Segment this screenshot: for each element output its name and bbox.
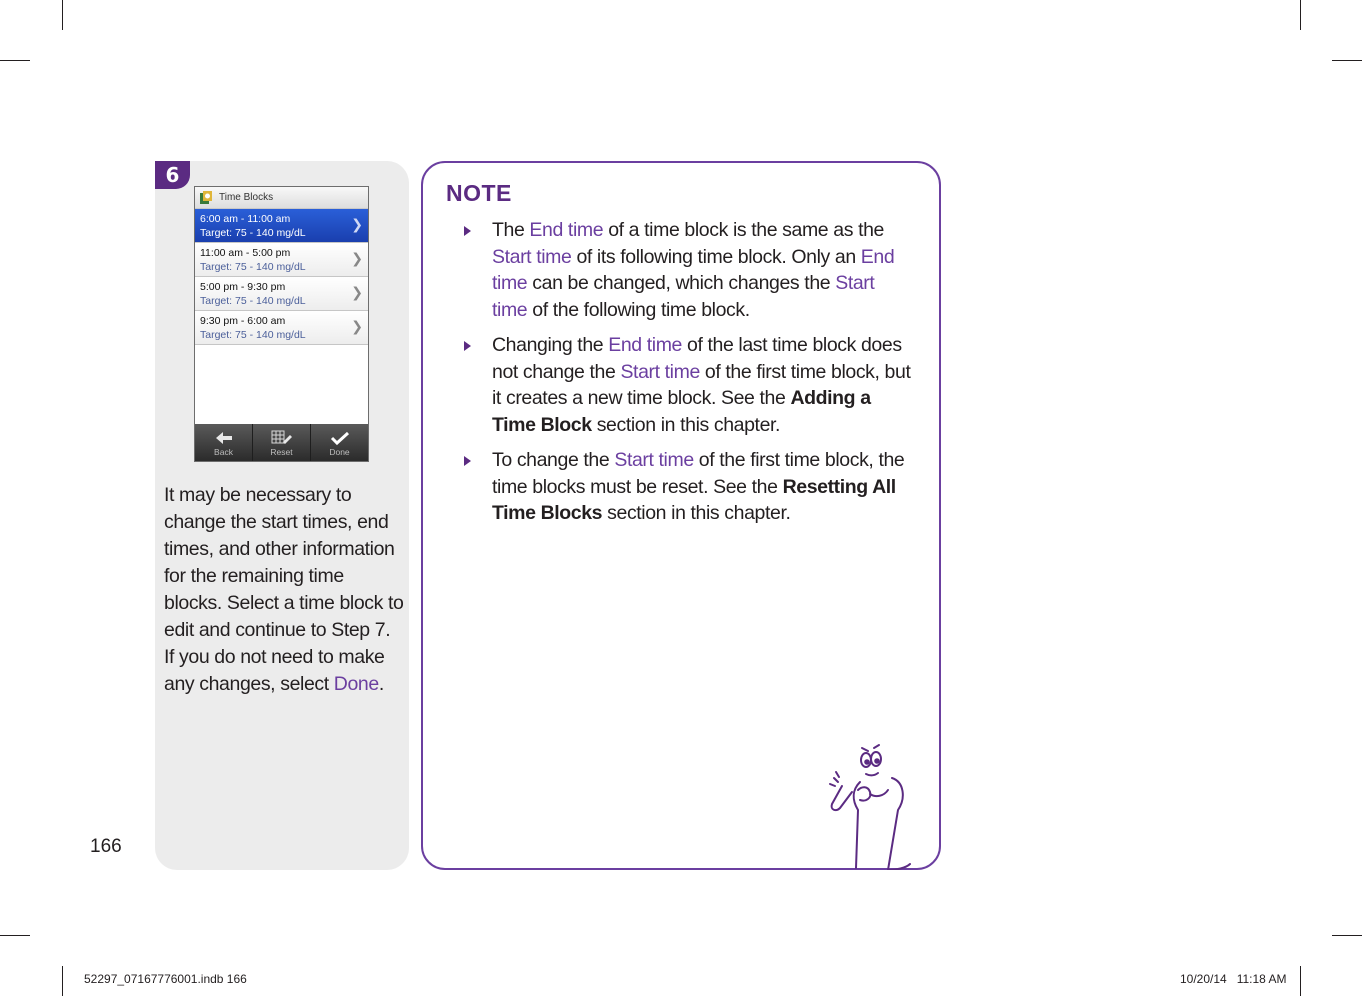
note-text: The (492, 219, 530, 241)
note-text: of the last time block does not change the (492, 334, 902, 383)
triangle-bullet-icon (464, 456, 471, 466)
time-block-range: 11:00 am - 5:00 pm (200, 247, 291, 259)
note-term: End time (529, 219, 604, 241)
crop-mark (1332, 60, 1362, 61)
page-number: 166 (90, 836, 122, 857)
note-item (462, 217, 912, 323)
chevron-right-icon: ❯ (351, 319, 363, 335)
time-blocks-icon (199, 191, 213, 205)
note-term: End time (492, 245, 895, 294)
note-text: can be changed, which changes the (527, 272, 836, 294)
step-instruction-text: It may be necessary to change the start times, end times, and other information for the remaining time blocks. Select a time block to edit and continue to Step 7. If you do not need to make any changes, select (164, 484, 404, 695)
time-block-target: Target: 75 - 140 mg/dL (200, 227, 306, 239)
chevron-right-icon: ❯ (351, 217, 363, 233)
note-term: End time (608, 334, 682, 356)
note-text: Changing the (492, 334, 609, 356)
note-text: section in this chapter. (591, 413, 781, 436)
time-block-target: Target: 75 - 140 mg/dL (200, 261, 306, 273)
screen-header (195, 187, 368, 209)
step-instruction-end: . (378, 673, 384, 695)
time-block-row[interactable] (195, 209, 368, 243)
back-label: Back (214, 447, 233, 457)
done-button[interactable] (311, 424, 368, 461)
chevron-right-icon: ❯ (351, 251, 363, 267)
step-instruction (164, 482, 404, 698)
reset-label: Reset (270, 447, 293, 457)
checkmark-icon (311, 427, 368, 447)
step-number-badge: 6 (155, 161, 190, 189)
time-block-range: 5:00 pm - 9:30 pm (200, 281, 286, 293)
note-item (462, 332, 912, 438)
crop-mark (1332, 935, 1362, 936)
reset-button[interactable] (253, 424, 311, 461)
crop-mark (1300, 966, 1301, 996)
note-text: of the first time block, but it creates a new time block. See the (492, 360, 911, 409)
crop-mark (1300, 0, 1301, 30)
triangle-bullet-icon (464, 341, 471, 351)
mascot-character-icon (822, 738, 912, 870)
time-block-list (195, 209, 368, 345)
note-term: Start time (614, 449, 694, 471)
time-block-row[interactable] (195, 243, 368, 277)
back-button[interactable] (195, 424, 253, 461)
note-term: Start time (492, 272, 875, 321)
note-section-ref: Adding a Time Block (492, 387, 871, 436)
reset-grid-icon (253, 427, 310, 447)
note-item (462, 447, 912, 527)
time-block-range: 6:00 am - 11:00 am (200, 213, 291, 225)
note-list (462, 217, 912, 536)
done-link: Done (333, 673, 379, 695)
time-block-row[interactable] (195, 277, 368, 311)
chevron-right-icon: ❯ (351, 285, 363, 301)
note-title: NOTE (446, 180, 512, 206)
triangle-bullet-icon (464, 226, 471, 236)
time-block-target: Target: 75 - 140 mg/dL (200, 295, 306, 307)
note-text: section in this chapter. (602, 502, 791, 524)
note-term: Start time (492, 245, 572, 268)
note-term: Start time (620, 360, 700, 383)
print-slug-date: 10/20/14 11:18 AM (1180, 972, 1287, 986)
note-text: of its following time block. Only an (571, 245, 861, 268)
time-block-row[interactable] (195, 311, 368, 345)
print-slug-file: 52297_07167776001.indb 166 (84, 972, 247, 986)
note-section-ref: Resetting All Time Blocks (492, 475, 896, 524)
crop-mark (0, 935, 30, 936)
done-label: Done (329, 447, 350, 457)
crop-mark (62, 0, 63, 30)
note-text: of the first time block, the time blocks must be reset. See the (492, 449, 905, 498)
note-text: To change the (492, 449, 615, 471)
crop-mark (62, 966, 63, 996)
note-text: of the following time block. (527, 298, 750, 321)
soft-key-bar (195, 424, 368, 461)
time-block-target: Target: 75 - 140 mg/dL (200, 329, 306, 341)
time-block-range: 9:30 pm - 6:00 am (200, 315, 286, 327)
note-text: of a time block is the same as the (603, 219, 884, 241)
device-screen (194, 186, 369, 462)
screen-title: Time Blocks (219, 192, 274, 203)
crop-mark (0, 60, 30, 61)
back-arrow-icon (195, 427, 252, 447)
